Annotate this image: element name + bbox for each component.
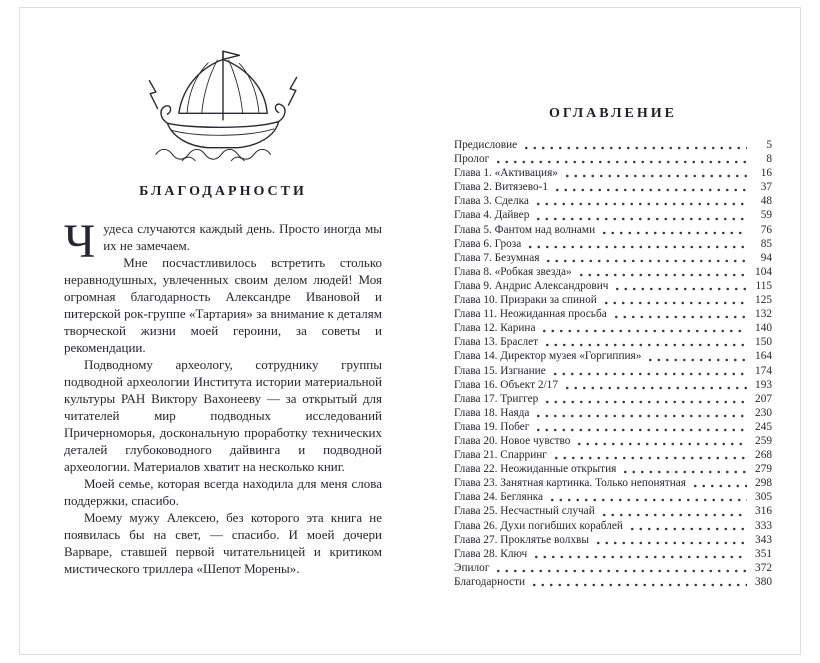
toc-entry-title: Глава 14. Директор музея «Горгиппия» xyxy=(454,350,642,363)
dot-leader xyxy=(646,349,747,363)
toc-entry-page: 125 xyxy=(755,294,772,307)
toc-entry xyxy=(454,166,772,180)
toc-entry-page: 85 xyxy=(760,237,772,250)
toc-entry-title: Глава 1. «Активация» xyxy=(454,167,558,180)
toc-entry-title: Глава 3. Сделка xyxy=(454,195,529,208)
toc-entry-page: 150 xyxy=(755,336,772,349)
toc-entry-title: Глава 17. Триггер xyxy=(454,392,539,405)
toc-entry xyxy=(454,364,772,378)
opening-paragraph: удеса случаются каждый день. Просто иногда мы их не замечаем. xyxy=(103,221,382,253)
toc-entry-page: 174 xyxy=(755,364,772,377)
paragraph: Моей семье, которая всегда находила для меня слова поддержки, спасибо. xyxy=(64,476,382,508)
toc-entry-title: Глава 9. Андрис Александрович xyxy=(454,279,609,292)
toc-entry-title: Глава 22. Неожиданные открытия xyxy=(454,463,617,476)
paragraph: Подводному археологу, сотруднику группы подводной археологии Института истории материальной культуры РАН Виктору Вахонееву — за открытый для читателей мир подводных исследований Причерноморья, доскональную проработку технических деталей глубоководного дайвинга и подводной археологии. Материалов хватит на несколько книг. xyxy=(64,357,382,474)
toc-entry-title: Глава 11. Неожиданная просьба xyxy=(454,308,607,321)
dot-leader xyxy=(534,208,747,222)
toc-heading: ОГЛАВЛЕНИЕ xyxy=(549,106,677,121)
dot-leader xyxy=(532,547,747,561)
toc-entry-page: 164 xyxy=(755,350,772,363)
toc-entry xyxy=(454,335,772,349)
toc-entry-page: 316 xyxy=(755,505,772,518)
toc-entry xyxy=(454,490,772,504)
toc-entry-title: Глава 21. Спарринг xyxy=(454,449,547,462)
toc-entry-page: 259 xyxy=(755,434,772,447)
toc-entry xyxy=(454,476,772,490)
toc-entry-title: Глава 26. Духи погибших кораблей xyxy=(454,519,623,532)
toc-entry-title: Пролог xyxy=(454,153,490,166)
dot-leader xyxy=(534,406,747,420)
paragraph-list xyxy=(64,254,382,577)
toc-entry-title: Глава 4. Дайвер xyxy=(454,209,530,222)
toc-entry-page: 305 xyxy=(755,491,772,504)
toc-entry xyxy=(454,293,772,307)
toc-entry-page: 48 xyxy=(760,195,772,208)
toc-entry xyxy=(454,208,772,222)
toc-entry xyxy=(454,378,772,392)
toc-entry xyxy=(454,406,772,420)
dot-leader xyxy=(552,448,747,462)
toc-entry xyxy=(454,180,772,194)
dot-leader xyxy=(548,490,747,504)
toc-entry xyxy=(454,349,772,363)
toc-entry-title: Предисловие xyxy=(454,139,518,151)
toc-entry-title: Глава 10. Призраки за спиной xyxy=(454,294,597,307)
toc-entry-title: Глава 24. Беглянка xyxy=(454,491,544,504)
acknowledgments-heading: БЛАГОДАРНОСТИ xyxy=(139,184,307,199)
toc-entry-page: 140 xyxy=(755,322,772,335)
toc-entry xyxy=(454,462,772,476)
toc-entry-title: Глава 7. Безумная xyxy=(454,251,540,264)
toc-entry-page: 94 xyxy=(760,251,772,264)
toc-entry-title: Глава 28. Ключ xyxy=(454,547,528,560)
dot-leader xyxy=(628,519,747,533)
toc-entry xyxy=(454,434,772,448)
toc-entry-page: 37 xyxy=(760,181,772,194)
toc-entry-page: 16 xyxy=(760,167,772,180)
dot-leader xyxy=(494,152,747,166)
acknowledgments-text xyxy=(64,215,382,577)
toc-entry-page: 59 xyxy=(760,209,772,222)
toc-entry xyxy=(454,533,772,547)
dot-leader xyxy=(600,223,747,237)
toc-entry xyxy=(454,392,772,406)
toc-entry xyxy=(454,194,772,208)
toc-entry-title: Глава 6. Гроза xyxy=(454,237,522,250)
toc-entry-page: 279 xyxy=(755,463,772,476)
toc-entry-page: 104 xyxy=(755,265,772,278)
toc-entry-title: Глава 5. Фантом над волнами xyxy=(454,223,596,236)
toc-entry-page: 268 xyxy=(755,449,772,462)
toc-entry-page: 343 xyxy=(755,533,772,546)
toc-entry-page: 193 xyxy=(755,378,772,391)
toc-entry-page: 230 xyxy=(755,406,772,419)
toc-entry-title: Глава 13. Браслет xyxy=(454,336,539,349)
toc-entry-title: Глава 20. Новое чувство xyxy=(454,434,571,447)
toc-entry-title: Глава 8. «Робкая звезда» xyxy=(454,265,572,278)
dot-leader xyxy=(522,138,747,152)
toc-entry xyxy=(454,152,772,166)
toc-entry-title: Эпилог xyxy=(454,561,490,574)
toc-entry-title: Глава 12. Карина xyxy=(454,322,536,335)
toc-entry-title: Глава 19. Побег xyxy=(454,420,530,433)
dot-leader xyxy=(534,194,747,208)
toc-entry xyxy=(454,307,772,321)
toc-entry-page: 380 xyxy=(755,575,772,588)
toc-entry-page: 298 xyxy=(755,477,772,490)
dot-leader xyxy=(544,251,747,265)
toc-entry xyxy=(454,279,772,293)
toc-entry xyxy=(454,321,772,335)
toc-entry xyxy=(454,138,772,152)
dot-leader xyxy=(575,434,747,448)
dot-leader xyxy=(553,180,747,194)
dot-leader xyxy=(621,462,747,476)
dot-leader xyxy=(691,476,747,490)
toc-entry xyxy=(454,519,772,533)
toc-entry-page: 351 xyxy=(755,547,772,560)
toc-entry xyxy=(454,237,772,251)
toc-entry xyxy=(454,223,772,237)
page-acknowledgments xyxy=(20,8,410,654)
toc-entry-page: 245 xyxy=(755,420,772,433)
toc-entry xyxy=(454,265,772,279)
toc-list xyxy=(454,138,772,589)
dot-leader xyxy=(600,504,747,518)
dot-leader xyxy=(526,237,747,251)
dot-leader xyxy=(612,307,747,321)
dot-leader xyxy=(563,166,747,180)
toc-entry xyxy=(454,504,772,518)
sailing-ship-illustration xyxy=(133,42,313,170)
dot-leader xyxy=(494,561,747,575)
toc-entry-page: 207 xyxy=(755,392,772,405)
dot-leader xyxy=(602,293,747,307)
toc-entry-title: Глава 23. Занятная картинка. Только непонятная xyxy=(454,477,686,490)
toc-entry-page: 8 xyxy=(766,153,772,166)
dot-leader xyxy=(543,392,747,406)
dot-leader xyxy=(540,321,747,335)
dot-leader xyxy=(594,533,747,547)
toc-entry-page: 333 xyxy=(755,519,772,532)
toc-entry-title: Благодарности xyxy=(454,575,526,588)
dot-leader xyxy=(543,335,747,349)
dot-leader xyxy=(613,279,747,293)
toc-entry-page: 5 xyxy=(766,139,772,151)
toc-entry xyxy=(454,420,772,434)
toc-entry xyxy=(454,547,772,561)
toc-entry xyxy=(454,448,772,462)
dot-leader xyxy=(551,364,747,378)
dot-leader xyxy=(534,420,747,434)
toc-entry-page: 115 xyxy=(755,279,772,292)
dot-leader xyxy=(563,378,747,392)
book-spread xyxy=(19,7,801,655)
toc-entry-page: 132 xyxy=(755,308,772,321)
toc-entry xyxy=(454,575,772,589)
toc-entry-title: Глава 27. Проклятье волхвы xyxy=(454,533,589,546)
toc-entry-title: Глава 18. Наяда xyxy=(454,406,530,419)
dot-leader xyxy=(577,265,747,279)
drop-cap: Ч xyxy=(64,215,96,268)
toc-entry xyxy=(454,251,772,265)
paragraph: Мне посчастливилось встретить столько неравнодушных, увлеченных своим делом людей! Моя огромная благодарность Александре Ивановой и питерской рок-группе «Тартария» за внимание к деталям творческой жизни моей героини, за советы и рекомендации. xyxy=(64,255,382,355)
dot-leader xyxy=(530,575,747,589)
page-table-of-contents xyxy=(410,8,800,654)
toc-entry-title: Глава 15. Изгнание xyxy=(454,364,546,377)
toc-entry-page: 76 xyxy=(760,223,772,236)
paragraph: Моему мужу Алексею, без которого эта книга не появилась бы на свет, — спасибо. И моей дочери Варваре, ставшей первой читательницей и критиком мистического триллера «Шепот Морены». xyxy=(64,510,382,576)
toc-entry-title: Глава 25. Несчастный случай xyxy=(454,505,595,518)
toc-entry-title: Глава 16. Объект 2/17 xyxy=(454,378,558,391)
toc-entry-page: 372 xyxy=(755,561,772,574)
toc-entry xyxy=(454,561,772,575)
toc-entry-title: Глава 2. Витязево-1 xyxy=(454,181,549,194)
